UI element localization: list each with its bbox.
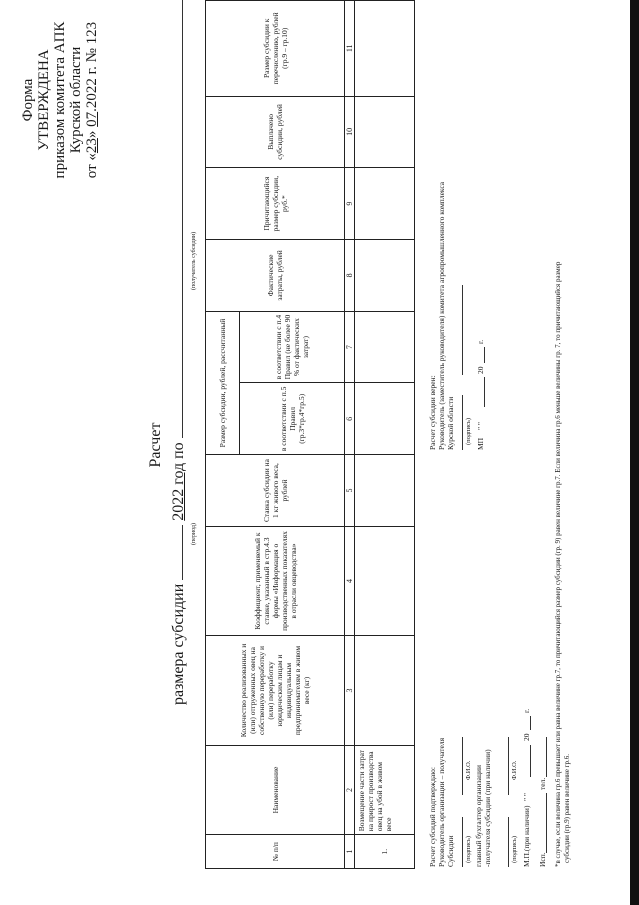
fio-note: Ф.И.О. bbox=[465, 760, 472, 780]
year-20: 20 bbox=[522, 733, 531, 741]
date-year-line bbox=[530, 716, 531, 730]
fio-line bbox=[462, 285, 463, 375]
table-row bbox=[355, 1, 415, 869]
date-month-line bbox=[484, 377, 485, 407]
footnote-line-2: субсидии (гр.9) равен величине гр.6. bbox=[563, 754, 571, 863]
col-header-name: Наименование bbox=[206, 745, 345, 835]
mp-left-label: М.П.(при наличии) bbox=[522, 805, 531, 867]
row-name: Возмещение части затрат на прирост производства овец на убой в живом весе bbox=[355, 745, 415, 835]
col-header-quantity: Количество реализованных и (или) отгруженных овец на собственную переработку и (или) переработку юридическим лицам и индивидуальным предпринимателям в живом весе (кг) bbox=[206, 636, 345, 745]
head-recipient-label: Руководитель организации – получателя bbox=[437, 737, 446, 867]
chief-accountant-label-2: -получателя субсидии (при наличии) bbox=[483, 749, 492, 867]
cell-p5 bbox=[355, 383, 415, 455]
cell-quantity bbox=[355, 636, 415, 745]
year-20: 20 bbox=[476, 366, 485, 374]
podpis-note: (подпись) bbox=[465, 836, 472, 863]
podpis-note: (подпись) bbox=[511, 836, 518, 863]
col-header-p5: в соответствии с п.5 Правил (гр.3*гр.4*гр.5) bbox=[240, 383, 345, 455]
col-header-coefficient: Коэффициент, применяемый к ставке, указанный в стр.4.3 формы «Информация о производственных показателях в отрасли овцеводства» bbox=[206, 526, 345, 635]
period-note: (период) bbox=[191, 523, 197, 545]
title-subsidy-size: размера субсидии bbox=[170, 583, 187, 705]
tel-line bbox=[546, 737, 547, 777]
signature-line bbox=[462, 817, 463, 867]
order-line-1: приказом комитета АПК bbox=[52, 21, 68, 179]
cell-actual-costs bbox=[355, 240, 415, 312]
date-year-line bbox=[484, 347, 485, 363]
col-header-p4: в соответствии с п.4 Правил (не более 90 % от фактических затрат) bbox=[240, 311, 345, 383]
col-header-paid: Выплачено субсидии, рублей bbox=[206, 96, 345, 168]
col-header-rate: Ставка субсидии на 1 кг живого веса, рублей bbox=[206, 455, 345, 527]
title-po: по bbox=[170, 442, 187, 459]
tel-label: тел. bbox=[538, 777, 547, 790]
col-number: 10 bbox=[345, 96, 355, 168]
footnote-line-1: *в случае, если величина гр.6 превышает или равна величине гр.7, то причитающийся размер субсидии (гр. 9) равен величине гр.7. Если величина гр.6 меньше величины гр. 7, то причитающийся размер bbox=[554, 261, 562, 867]
col-number: 5 bbox=[345, 455, 355, 527]
title-year: 2022 год bbox=[170, 462, 187, 521]
date-quote: " " bbox=[476, 422, 485, 430]
col-number: 2 bbox=[345, 745, 355, 835]
subsidy-label: Субсидии bbox=[446, 835, 455, 867]
order-month: 07 bbox=[84, 111, 100, 127]
cell-p4 bbox=[355, 311, 415, 383]
kursk-label: Курской области bbox=[446, 396, 455, 450]
order-date-line: от «23» 07.2022 г. № 123 bbox=[84, 21, 100, 179]
date-month-line bbox=[530, 745, 531, 777]
head-committee-label: Руководитель (заместитель руководителя) комитета агропромышленного комплекса bbox=[437, 181, 446, 450]
approved-label: УТВЕРЖДЕНА bbox=[36, 49, 52, 151]
year-suffix: г. bbox=[476, 339, 485, 344]
col-header-num: № п/п bbox=[206, 835, 345, 869]
date-quote: " " bbox=[522, 793, 531, 801]
col-header-due: Причитающийся размер субсидии, руб.* bbox=[206, 168, 345, 240]
col-number: 3 bbox=[345, 636, 355, 745]
cell-to-transfer bbox=[355, 1, 415, 97]
cell-paid bbox=[355, 96, 415, 168]
subsidy-table bbox=[205, 0, 415, 869]
order-line-2: Курской области bbox=[68, 46, 84, 154]
col-number: 4 bbox=[345, 526, 355, 635]
row-number: 1. bbox=[355, 835, 415, 869]
table-header-row-1 bbox=[206, 1, 240, 869]
document-title: Расчет bbox=[147, 422, 164, 468]
fio-line bbox=[462, 737, 463, 795]
confirmed-label: Расчет субсидий подтверждаю: bbox=[428, 767, 437, 867]
form-header bbox=[20, 10, 100, 190]
chief-accountant-label-1: главный бухгалтер организации bbox=[474, 765, 483, 867]
col-number: 6 bbox=[345, 383, 355, 455]
cell-rate bbox=[355, 455, 415, 527]
isp-label: Исп. bbox=[538, 852, 547, 867]
fio-note: Ф.И.О. bbox=[511, 760, 518, 780]
column-number-row bbox=[345, 1, 355, 869]
verified-label: Расчет субсидии верен: bbox=[428, 375, 437, 450]
col-number: 9 bbox=[345, 168, 355, 240]
signature-line bbox=[462, 395, 463, 450]
recipient-note: (получатель субсидии) bbox=[191, 231, 197, 290]
col-number: 7 bbox=[345, 311, 355, 383]
fio-line bbox=[508, 737, 509, 795]
cell-due bbox=[355, 168, 415, 240]
order-day: 23 bbox=[84, 138, 100, 154]
page-edge-rule bbox=[630, 0, 639, 905]
title-line bbox=[170, 0, 188, 705]
cell-coefficient bbox=[355, 526, 415, 635]
isp-line bbox=[546, 793, 547, 853]
col-number: 11 bbox=[345, 1, 355, 97]
col-number: 8 bbox=[345, 240, 355, 312]
mp-right-label: МП bbox=[476, 437, 485, 450]
year-suffix: г. bbox=[522, 708, 531, 713]
col-header-calc-group: Размер субсидии, рублей, рассчитанный bbox=[206, 311, 240, 455]
form-label: Форма bbox=[20, 78, 36, 122]
podpis-note: (подпись) bbox=[465, 418, 472, 445]
col-number: 1 bbox=[345, 835, 355, 869]
col-header-to-transfer: Размер субсидии к перечислению, рублей (гр.9 – гр.10) bbox=[206, 1, 345, 97]
col-header-actual-costs: Фактические затраты, рублей bbox=[206, 240, 345, 312]
signature-line bbox=[508, 817, 509, 867]
